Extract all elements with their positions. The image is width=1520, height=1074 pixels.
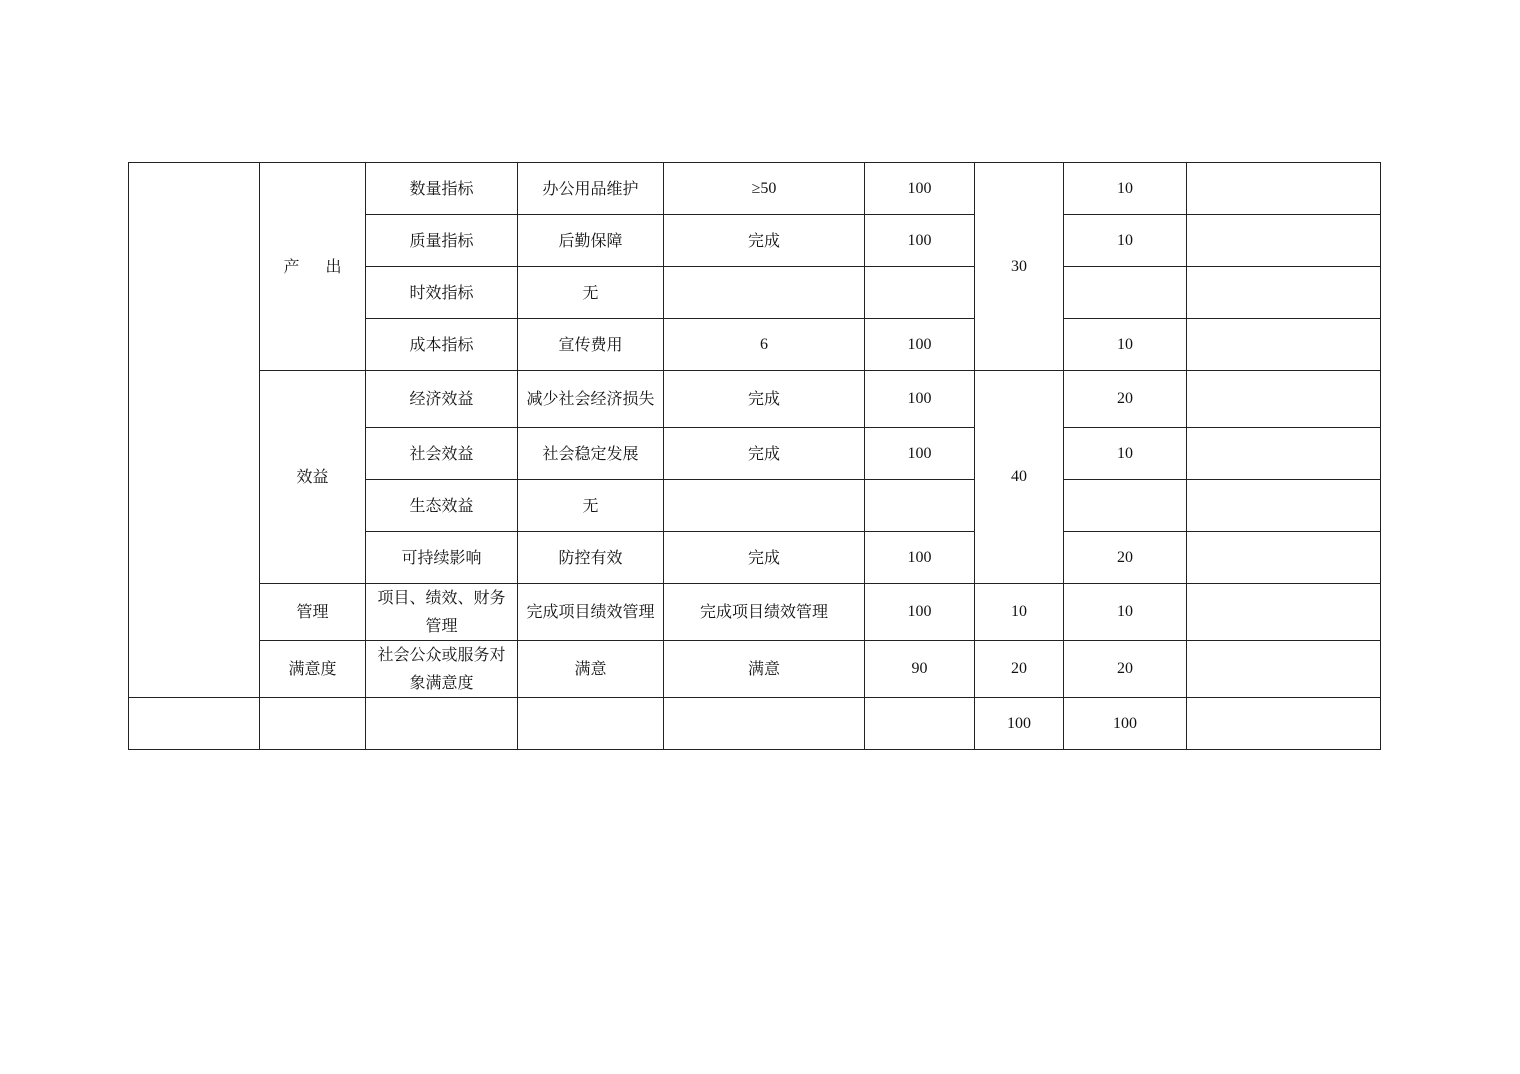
table-row xyxy=(129,371,1381,428)
target-cell: 完成 xyxy=(664,371,865,428)
target-cell: 完成项目绩效管理 xyxy=(664,584,865,641)
target-cell: 完成 xyxy=(664,215,865,267)
actual-cell: 100 xyxy=(865,428,975,480)
weight-cell: 40 xyxy=(975,371,1064,584)
first-level-indicator-cell xyxy=(129,163,260,698)
remark-cell xyxy=(1187,319,1381,371)
total-row xyxy=(129,698,1381,750)
actual-cell: 100 xyxy=(865,163,975,215)
indicator-cell: 质量指标 xyxy=(366,215,518,267)
empty-cell xyxy=(865,698,975,750)
table-row xyxy=(129,584,1381,641)
score-cell xyxy=(1064,480,1187,532)
actual-cell: 100 xyxy=(865,532,975,584)
remark-cell xyxy=(1187,215,1381,267)
target-cell: 6 xyxy=(664,319,865,371)
remark-cell xyxy=(1187,698,1381,750)
remark-cell xyxy=(1187,584,1381,641)
total-label-cell xyxy=(129,698,260,750)
indicator-cell: 可持续影响 xyxy=(366,532,518,584)
target-cell: 满意 xyxy=(664,641,865,698)
remark-cell xyxy=(1187,428,1381,480)
table-row xyxy=(129,163,1381,215)
score-cell: 10 xyxy=(1064,319,1187,371)
target-cell: ≥50 xyxy=(664,163,865,215)
score-cell: 20 xyxy=(1064,371,1187,428)
score-cell: 10 xyxy=(1064,428,1187,480)
remark-cell xyxy=(1187,480,1381,532)
target-cell: 完成 xyxy=(664,428,865,480)
total-weight-cell: 100 xyxy=(975,698,1064,750)
actual-cell xyxy=(865,267,975,319)
empty-cell xyxy=(366,698,518,750)
actual-cell xyxy=(865,480,975,532)
score-cell: 10 xyxy=(1064,215,1187,267)
indicator-cell: 数量指标 xyxy=(366,163,518,215)
remark-cell xyxy=(1187,267,1381,319)
content-cell: 无 xyxy=(518,480,664,532)
content-cell: 宣传费用 xyxy=(518,319,664,371)
indicator-cell: 生态效益 xyxy=(366,480,518,532)
indicator-cell: 项目、绩效、财务管理 xyxy=(366,584,518,641)
indicator-cell: 成本指标 xyxy=(366,319,518,371)
actual-cell: 100 xyxy=(865,584,975,641)
empty-cell xyxy=(664,698,865,750)
target-cell xyxy=(664,480,865,532)
remark-cell xyxy=(1187,532,1381,584)
target-cell: 完成 xyxy=(664,532,865,584)
content-cell: 防控有效 xyxy=(518,532,664,584)
actual-cell: 100 xyxy=(865,215,975,267)
content-cell: 完成项目绩效管理 xyxy=(518,584,664,641)
category-output: 产 出 xyxy=(260,163,366,371)
performance-indicator-table xyxy=(128,162,1381,750)
category-satisfaction: 满意度 xyxy=(260,641,366,698)
content-cell: 减少社会经济损失 xyxy=(518,371,664,428)
content-cell: 后勤保障 xyxy=(518,215,664,267)
category-benefit: 效益 xyxy=(260,371,366,584)
content-cell: 满意 xyxy=(518,641,664,698)
weight-cell: 20 xyxy=(975,641,1064,698)
content-cell: 社会稳定发展 xyxy=(518,428,664,480)
category-management: 管理 xyxy=(260,584,366,641)
empty-cell xyxy=(260,698,366,750)
remark-cell xyxy=(1187,163,1381,215)
indicator-cell: 社会公众或服务对象满意度 xyxy=(366,641,518,698)
score-cell: 10 xyxy=(1064,584,1187,641)
remark-cell xyxy=(1187,641,1381,698)
table-row xyxy=(129,641,1381,698)
total-score-cell: 100 xyxy=(1064,698,1187,750)
weight-cell: 30 xyxy=(975,163,1064,371)
empty-cell xyxy=(518,698,664,750)
target-cell xyxy=(664,267,865,319)
remark-cell xyxy=(1187,371,1381,428)
actual-cell: 90 xyxy=(865,641,975,698)
indicator-cell: 社会效益 xyxy=(366,428,518,480)
indicator-cell: 经济效益 xyxy=(366,371,518,428)
weight-cell: 10 xyxy=(975,584,1064,641)
content-cell: 办公用品维护 xyxy=(518,163,664,215)
score-cell: 10 xyxy=(1064,163,1187,215)
actual-cell: 100 xyxy=(865,319,975,371)
content-cell: 无 xyxy=(518,267,664,319)
score-cell: 20 xyxy=(1064,641,1187,698)
indicator-cell: 时效指标 xyxy=(366,267,518,319)
score-cell: 20 xyxy=(1064,532,1187,584)
actual-cell: 100 xyxy=(865,371,975,428)
score-cell xyxy=(1064,267,1187,319)
